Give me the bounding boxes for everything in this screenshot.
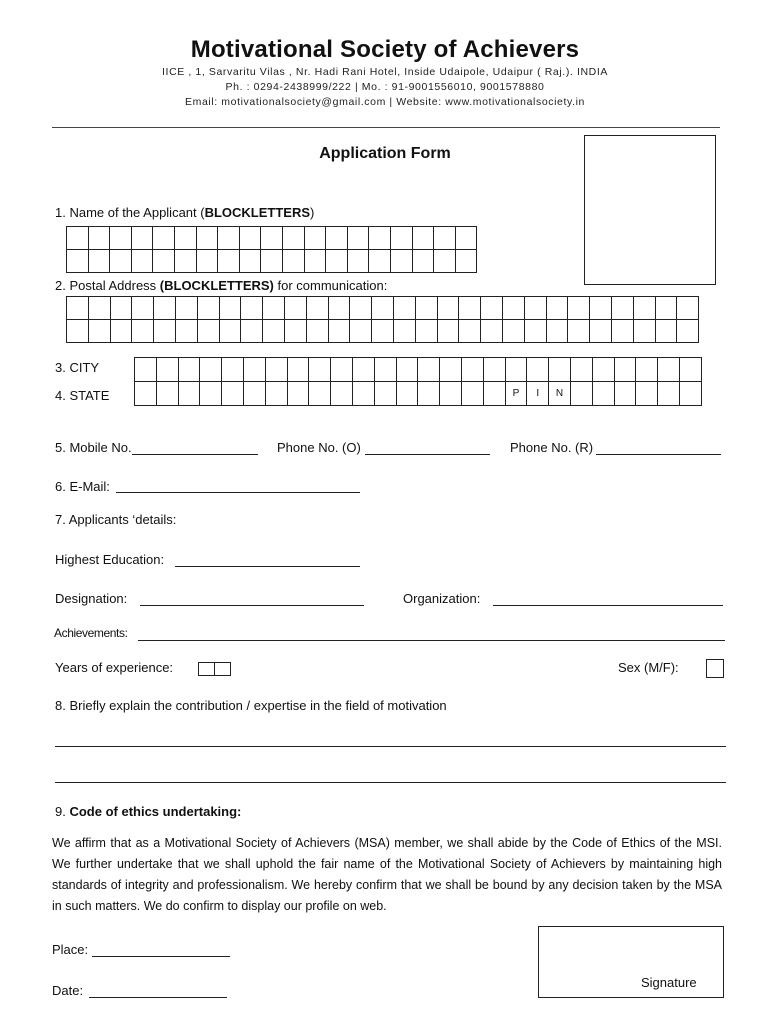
box-cell[interactable] (614, 358, 636, 382)
box-cell[interactable] (110, 320, 132, 343)
date-label: Date: (52, 983, 84, 998)
place-label: Place: (52, 942, 89, 957)
box-cell[interactable] (67, 297, 89, 320)
box-cell[interactable] (524, 320, 546, 343)
box-cell[interactable] (67, 320, 89, 343)
box-cell[interactable] (265, 358, 287, 382)
box-cell[interactable] (156, 382, 178, 406)
box-cell[interactable] (156, 358, 178, 382)
box-cell[interactable] (331, 382, 353, 406)
achievements-label: Achievements: (54, 626, 128, 640)
city-label: 3. CITY (55, 360, 100, 375)
box-cell[interactable] (590, 320, 612, 343)
box-cell[interactable] (455, 227, 477, 250)
box-cell[interactable] (502, 297, 524, 320)
box-cell[interactable] (175, 320, 197, 343)
designation-field[interactable] (140, 605, 364, 606)
box-cell[interactable] (263, 320, 285, 343)
form-title: Application Form (319, 145, 451, 162)
box-cell[interactable] (459, 320, 481, 343)
pin-letter: N (555, 388, 564, 399)
box-cell[interactable] (549, 382, 571, 406)
box-cell[interactable] (437, 297, 459, 320)
box-cell[interactable] (88, 227, 110, 250)
box-cell[interactable] (636, 382, 658, 406)
box-cell[interactable] (418, 358, 440, 382)
box-cell[interactable] (175, 297, 197, 320)
box-cell[interactable] (611, 320, 633, 343)
box-cell[interactable] (282, 227, 304, 250)
box-cell[interactable] (369, 227, 391, 250)
box-cell[interactable] (284, 297, 306, 320)
box-cell[interactable] (347, 227, 369, 250)
phone-office-field[interactable] (365, 454, 490, 455)
box-cell[interactable] (132, 297, 154, 320)
box-cell[interactable] (67, 227, 89, 250)
box-cell[interactable] (611, 297, 633, 320)
box-cell[interactable] (677, 320, 699, 343)
box-cell[interactable] (524, 297, 546, 320)
box-cell[interactable] (592, 358, 614, 382)
box-cell[interactable] (372, 297, 394, 320)
box-cell[interactable] (135, 382, 157, 406)
box-cell[interactable] (505, 382, 527, 406)
box-cell[interactable] (434, 250, 456, 273)
box-cell[interactable] (633, 297, 655, 320)
box-cell[interactable] (396, 382, 418, 406)
box-cell[interactable] (178, 358, 200, 382)
box-cell[interactable] (372, 320, 394, 343)
box-cell[interactable] (154, 320, 176, 343)
box-cell[interactable] (505, 358, 527, 382)
box-cell[interactable] (592, 382, 614, 406)
box-cell[interactable] (88, 297, 110, 320)
box-cell[interactable] (287, 358, 309, 382)
address-label: 2. Postal Address (BLOCKLETTERS) for communication: (55, 278, 388, 293)
mobile-label: 5. Mobile No. (55, 440, 132, 455)
box-cell[interactable] (328, 320, 350, 343)
box-cell[interactable] (677, 297, 699, 320)
email-website-line: Email: motivationalsociety@gmail.com | Website: www.motivationalsociety.in (185, 96, 585, 108)
box-cell[interactable] (284, 320, 306, 343)
box-cell[interactable] (636, 358, 658, 382)
place-field[interactable] (92, 956, 230, 957)
box-cell[interactable] (393, 320, 415, 343)
mobile-field[interactable] (132, 454, 258, 455)
box-cell[interactable] (261, 227, 283, 250)
box-cell[interactable] (331, 358, 353, 382)
box-cell[interactable] (174, 227, 196, 250)
phone-office-label: Phone No. (O) (277, 440, 361, 455)
box-cell[interactable] (570, 358, 592, 382)
box-cell[interactable] (415, 297, 437, 320)
box-cell[interactable] (633, 320, 655, 343)
box-cell[interactable] (679, 382, 701, 406)
sex-box[interactable] (706, 659, 724, 678)
pin-letter: P (512, 388, 520, 399)
box-cell[interactable] (153, 227, 175, 250)
box-cell[interactable] (549, 358, 571, 382)
box-cell[interactable] (88, 250, 110, 273)
box-cell[interactable] (306, 320, 328, 343)
experience-label: Years of experience: (55, 660, 174, 675)
box-cell[interactable] (326, 227, 348, 250)
box-cell[interactable] (655, 297, 677, 320)
box-cell[interactable] (390, 227, 412, 250)
box-cell[interactable] (527, 382, 549, 406)
organization-field[interactable] (493, 605, 723, 606)
box-cell[interactable] (568, 320, 590, 343)
address-grid[interactable] (66, 296, 699, 343)
box-cell[interactable] (67, 250, 89, 273)
box-cell[interactable] (546, 320, 568, 343)
box-cell[interactable] (239, 250, 261, 273)
box-cell[interactable] (570, 382, 592, 406)
box-cell[interactable] (282, 250, 304, 273)
box-cell[interactable] (483, 382, 505, 406)
box-cell[interactable] (219, 320, 241, 343)
box-cell[interactable] (200, 382, 222, 406)
box-cell[interactable] (261, 250, 283, 273)
signature-label: Signature (641, 975, 697, 990)
box-cell[interactable] (568, 297, 590, 320)
box-cell[interactable] (154, 297, 176, 320)
phone-line: Ph. : 0294-2438999/222 | Mo. : 91-9001556010, 9001578880 (225, 81, 545, 93)
box-cell[interactable] (265, 382, 287, 406)
designation-label: Designation: (55, 591, 128, 606)
organization-name: Motivational Society of Achievers (190, 36, 580, 63)
box-cell[interactable] (483, 358, 505, 382)
email-label: 6. E-Mail: (55, 479, 110, 494)
box-cell[interactable] (679, 358, 701, 382)
box-cell[interactable] (412, 250, 434, 273)
box-cell[interactable] (393, 297, 415, 320)
box-cell[interactable] (196, 227, 218, 250)
box-cell[interactable] (455, 250, 477, 273)
address-line: IICE , 1, Sarvaritu Vilas , Nr. Hadi Rani Hotel, Inside Udaipole, Udaipur ( Raj.). INDIA (162, 66, 608, 78)
box-cell[interactable] (527, 358, 549, 382)
email-field[interactable] (116, 492, 360, 493)
box-cell[interactable] (352, 382, 374, 406)
box-cell[interactable] (178, 382, 200, 406)
ethics-heading: 9. Code of ethics undertaking: (55, 804, 242, 819)
box-cell[interactable] (546, 297, 568, 320)
box-cell[interactable] (350, 297, 372, 320)
box-cell[interactable] (110, 297, 132, 320)
box-cell[interactable] (369, 250, 391, 273)
box-cell[interactable] (197, 320, 219, 343)
box-cell[interactable] (434, 227, 456, 250)
box-cell[interactable] (243, 358, 265, 382)
box-cell[interactable] (415, 320, 437, 343)
achievements-field[interactable] (138, 640, 725, 641)
box-cell[interactable] (412, 227, 434, 250)
box-cell[interactable] (614, 382, 636, 406)
box-cell[interactable] (306, 297, 328, 320)
box-cell[interactable] (241, 297, 263, 320)
box-cell[interactable] (132, 320, 154, 343)
box-cell[interactable] (374, 382, 396, 406)
experience-box-2[interactable] (214, 662, 231, 676)
box-cell[interactable] (263, 297, 285, 320)
box-cell[interactable] (481, 297, 503, 320)
box-cell[interactable] (440, 358, 462, 382)
ethics-paragraph: We affirm that as a Motivational Society of Achievers (MSA) member, we shall abide by the Code of Ethics of the MSI. We further undertake that we shall uphold the fair name of the Motivational Society of Achievers by maintaining high standards of integrity and professionalism. We hereby confirm that we shall be bound by any decision taken by the MSA in such matters. We do confirm to display our profile on web. (52, 836, 722, 913)
box-cell[interactable] (222, 382, 244, 406)
box-cell[interactable] (309, 382, 331, 406)
box-cell[interactable] (287, 382, 309, 406)
box-cell[interactable] (502, 320, 524, 343)
box-cell[interactable] (241, 320, 263, 343)
box-cell[interactable] (328, 297, 350, 320)
city-state-grid[interactable] (134, 357, 702, 406)
phone-res-field[interactable] (596, 454, 721, 455)
box-cell[interactable] (135, 358, 157, 382)
box-cell[interactable] (88, 320, 110, 343)
box-cell[interactable] (440, 382, 462, 406)
box-cell[interactable] (131, 227, 153, 250)
box-cell[interactable] (418, 382, 440, 406)
box-cell[interactable] (243, 382, 265, 406)
box-cell[interactable] (174, 250, 196, 273)
box-cell[interactable] (459, 297, 481, 320)
box-cell[interactable] (218, 227, 240, 250)
sex-label: Sex (M/F): (618, 660, 679, 675)
box-cell[interactable] (461, 358, 483, 382)
contribution-line-1[interactable] (55, 746, 726, 747)
experience-box-1[interactable] (198, 662, 215, 676)
box-cell[interactable] (219, 297, 241, 320)
box-cell[interactable] (239, 227, 261, 250)
box-cell[interactable] (347, 250, 369, 273)
box-cell[interactable] (658, 358, 680, 382)
phone-res-label: Phone No. (R) (510, 440, 594, 455)
name-label: 1. Name of the Applicant (BLOCKLETTERS) (55, 205, 315, 220)
box-cell[interactable] (461, 382, 483, 406)
organization-label: Organization: (403, 591, 481, 606)
box-cell[interactable] (218, 250, 240, 273)
box-cell[interactable] (396, 358, 418, 382)
education-field[interactable] (175, 566, 360, 567)
box-cell[interactable] (658, 382, 680, 406)
box-cell[interactable] (196, 250, 218, 273)
box-cell[interactable] (153, 250, 175, 273)
box-cell[interactable] (200, 358, 222, 382)
box-cell[interactable] (304, 250, 326, 273)
box-cell[interactable] (350, 320, 372, 343)
name-grid[interactable] (66, 226, 477, 273)
box-cell[interactable] (304, 227, 326, 250)
header-divider (52, 127, 720, 128)
state-label: 4. STATE (55, 388, 110, 403)
box-cell[interactable] (222, 358, 244, 382)
box-cell[interactable] (326, 250, 348, 273)
box-cell[interactable] (110, 250, 132, 273)
box-cell[interactable] (352, 358, 374, 382)
pin-letter: I (536, 388, 540, 399)
date-field[interactable] (89, 997, 227, 998)
box-cell[interactable] (131, 250, 153, 273)
education-label: Highest Education: (55, 552, 165, 567)
details-label: 7. Applicants ‘details: (55, 512, 177, 527)
contribution-line-2[interactable] (55, 782, 726, 783)
contribution-label: 8. Briefly explain the contribution / expertise in the field of motivation (55, 698, 447, 713)
box-cell[interactable] (374, 358, 396, 382)
box-cell[interactable] (590, 297, 612, 320)
box-cell[interactable] (481, 320, 503, 343)
box-cell[interactable] (309, 358, 331, 382)
box-cell[interactable] (437, 320, 459, 343)
box-cell[interactable] (197, 297, 219, 320)
box-cell[interactable] (390, 250, 412, 273)
box-cell[interactable] (110, 227, 132, 250)
box-cell[interactable] (655, 320, 677, 343)
